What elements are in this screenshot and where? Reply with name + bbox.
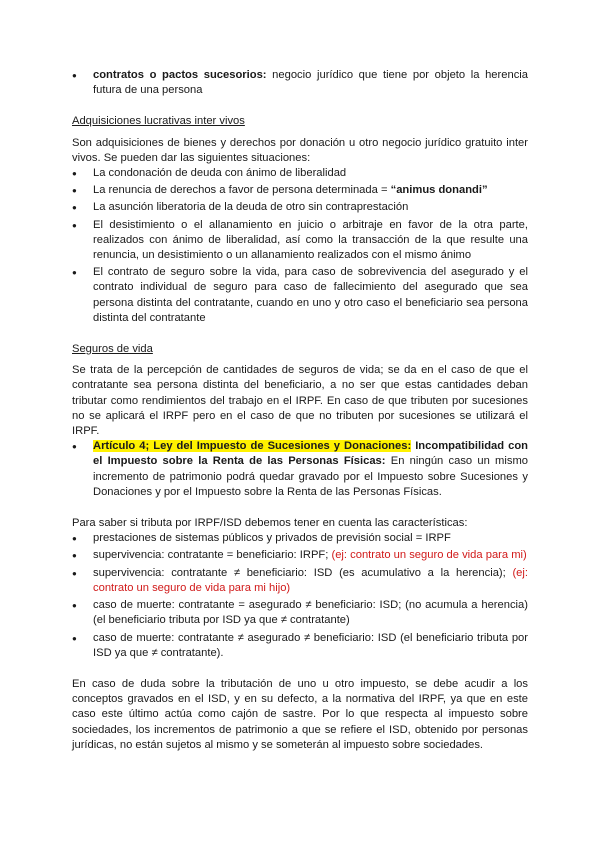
list-item [72, 566, 528, 596]
intro-item-text: negocio jurídico que tiene por objeto la herencia futura de una persona [93, 69, 528, 97]
articulo-highlight: Artículo 4; Ley del Impuesto de Sucesiones y Donaciones: [93, 440, 412, 453]
seguros-intro: Se trata de la percepción de cantidades de seguros de vida; se da en el caso de que el contratante sea persona distinta del beneficiario, a no ser que estas cantidades deban tributar como rendimientos del trabajo en el IRPF. En caso de que tributen por sucesiones no se aplicará el IRPF pero en el caso de que no tributen por sucesiones se utilizará el IRPF. [72, 364, 528, 438]
list-item: ● prestaciones de sistemas públicos y privados de previsión social = IRPF [72, 531, 528, 546]
renuncia-bold: “animus donandi” [390, 184, 488, 197]
list-item [72, 439, 528, 500]
list-item: ● La asunción liberatoria de la deuda de otro sin contraprestación [72, 200, 528, 215]
item2-example: (ej: contrato un seguro de vida para mi) [331, 549, 527, 562]
conclusion-paragraph: En caso de duda sobre la tributación de uno u otro impuesto, se debe acudir a los conceptos gravados en el ISD, y en su defecto, a la normativa del IRPF, ya que en este caso este último actúa como cajón de sastre. Por lo que respecta al impuesto sobre sociedades, los incrementos de patrimonio a que se refiere el ISD, obtenido por personas jurídicas, no están sujetos al mismo y se someterán al impuesto sobre sociedades. [72, 677, 528, 751]
intro-item-bold: contratos o pactos sucesorios: [93, 69, 267, 81]
seguros-list [72, 439, 528, 500]
caracteristicas-list [72, 531, 528, 661]
item2-text: supervivencia: contratante = beneficiario: IRPF; [93, 549, 332, 562]
adquisiciones-intro: Son adquisiciones de bienes y derechos por donación u otro negocio jurídico gratuito inter vivos. Se pueden dar las siguientes situaciones: [72, 136, 528, 164]
document-page [72, 68, 528, 753]
list-item [72, 183, 528, 198]
caracteristicas-intro: Para saber si tributa por IRPF/ISD debemos tener en cuenta las características: [72, 517, 468, 530]
renuncia-text: La renuncia de derechos a favor de persona determinada = [93, 184, 391, 197]
list-item [72, 548, 528, 563]
section-heading-seguros: Seguros de vida [72, 343, 153, 356]
section-heading-adquisiciones: Adquisiciones lucrativas inter vivos [72, 115, 245, 128]
list-item: ● El desistimiento o el allanamiento en juicio o arbitraje en favor de la otra parte, realizados con ánimo de liberalidad, así como la transacción de la que resulte una renuncia, un desistimiento o un allanamiento realizados con el mismo ánimo [72, 218, 528, 264]
intro-list [72, 68, 528, 98]
item3-example: (ej: contrato un seguro de vida para mi hijo) [93, 566, 528, 594]
list-item: ● El contrato de seguro sobre la vida, para caso de sobrevivencia del asegurado y el contrato individual de seguro para caso de fallecimiento del asegurado que sea persona distinta del contratante, cuando en uno y otro caso el beneficiario sea persona distinta del contratante [72, 265, 528, 326]
list-item: ● caso de muerte: contratante = asegurado ≠ beneficiario: ISD; (no acumula a herencia) (el beneficiario tributa por ISD ya que ≠ contratante) [72, 598, 528, 628]
list-item: ● caso de muerte: contratante ≠ asegurado ≠ beneficiario: ISD (el beneficiario tributa por ISD ya que ≠ contratante). [72, 631, 528, 661]
articulo-bold: Incompatibilidad con el Impuesto sobre la Renta de las Personas Físicas: [93, 440, 528, 468]
list-item [72, 68, 528, 98]
list-item: ● La condonación de deuda con ánimo de liberalidad [72, 166, 528, 181]
adquisiciones-list [72, 166, 528, 326]
item3-text: supervivencia: contratante ≠ beneficiario: ISD (es acumulativo a la herencia); [93, 566, 513, 579]
articulo-text: En ningún caso un mismo incremento de patrimonio podrá quedar gravado por el Impuesto sobre Sucesiones y Donaciones y por el Impuesto sobre la Renta de las Personas Físicas. [93, 455, 528, 498]
